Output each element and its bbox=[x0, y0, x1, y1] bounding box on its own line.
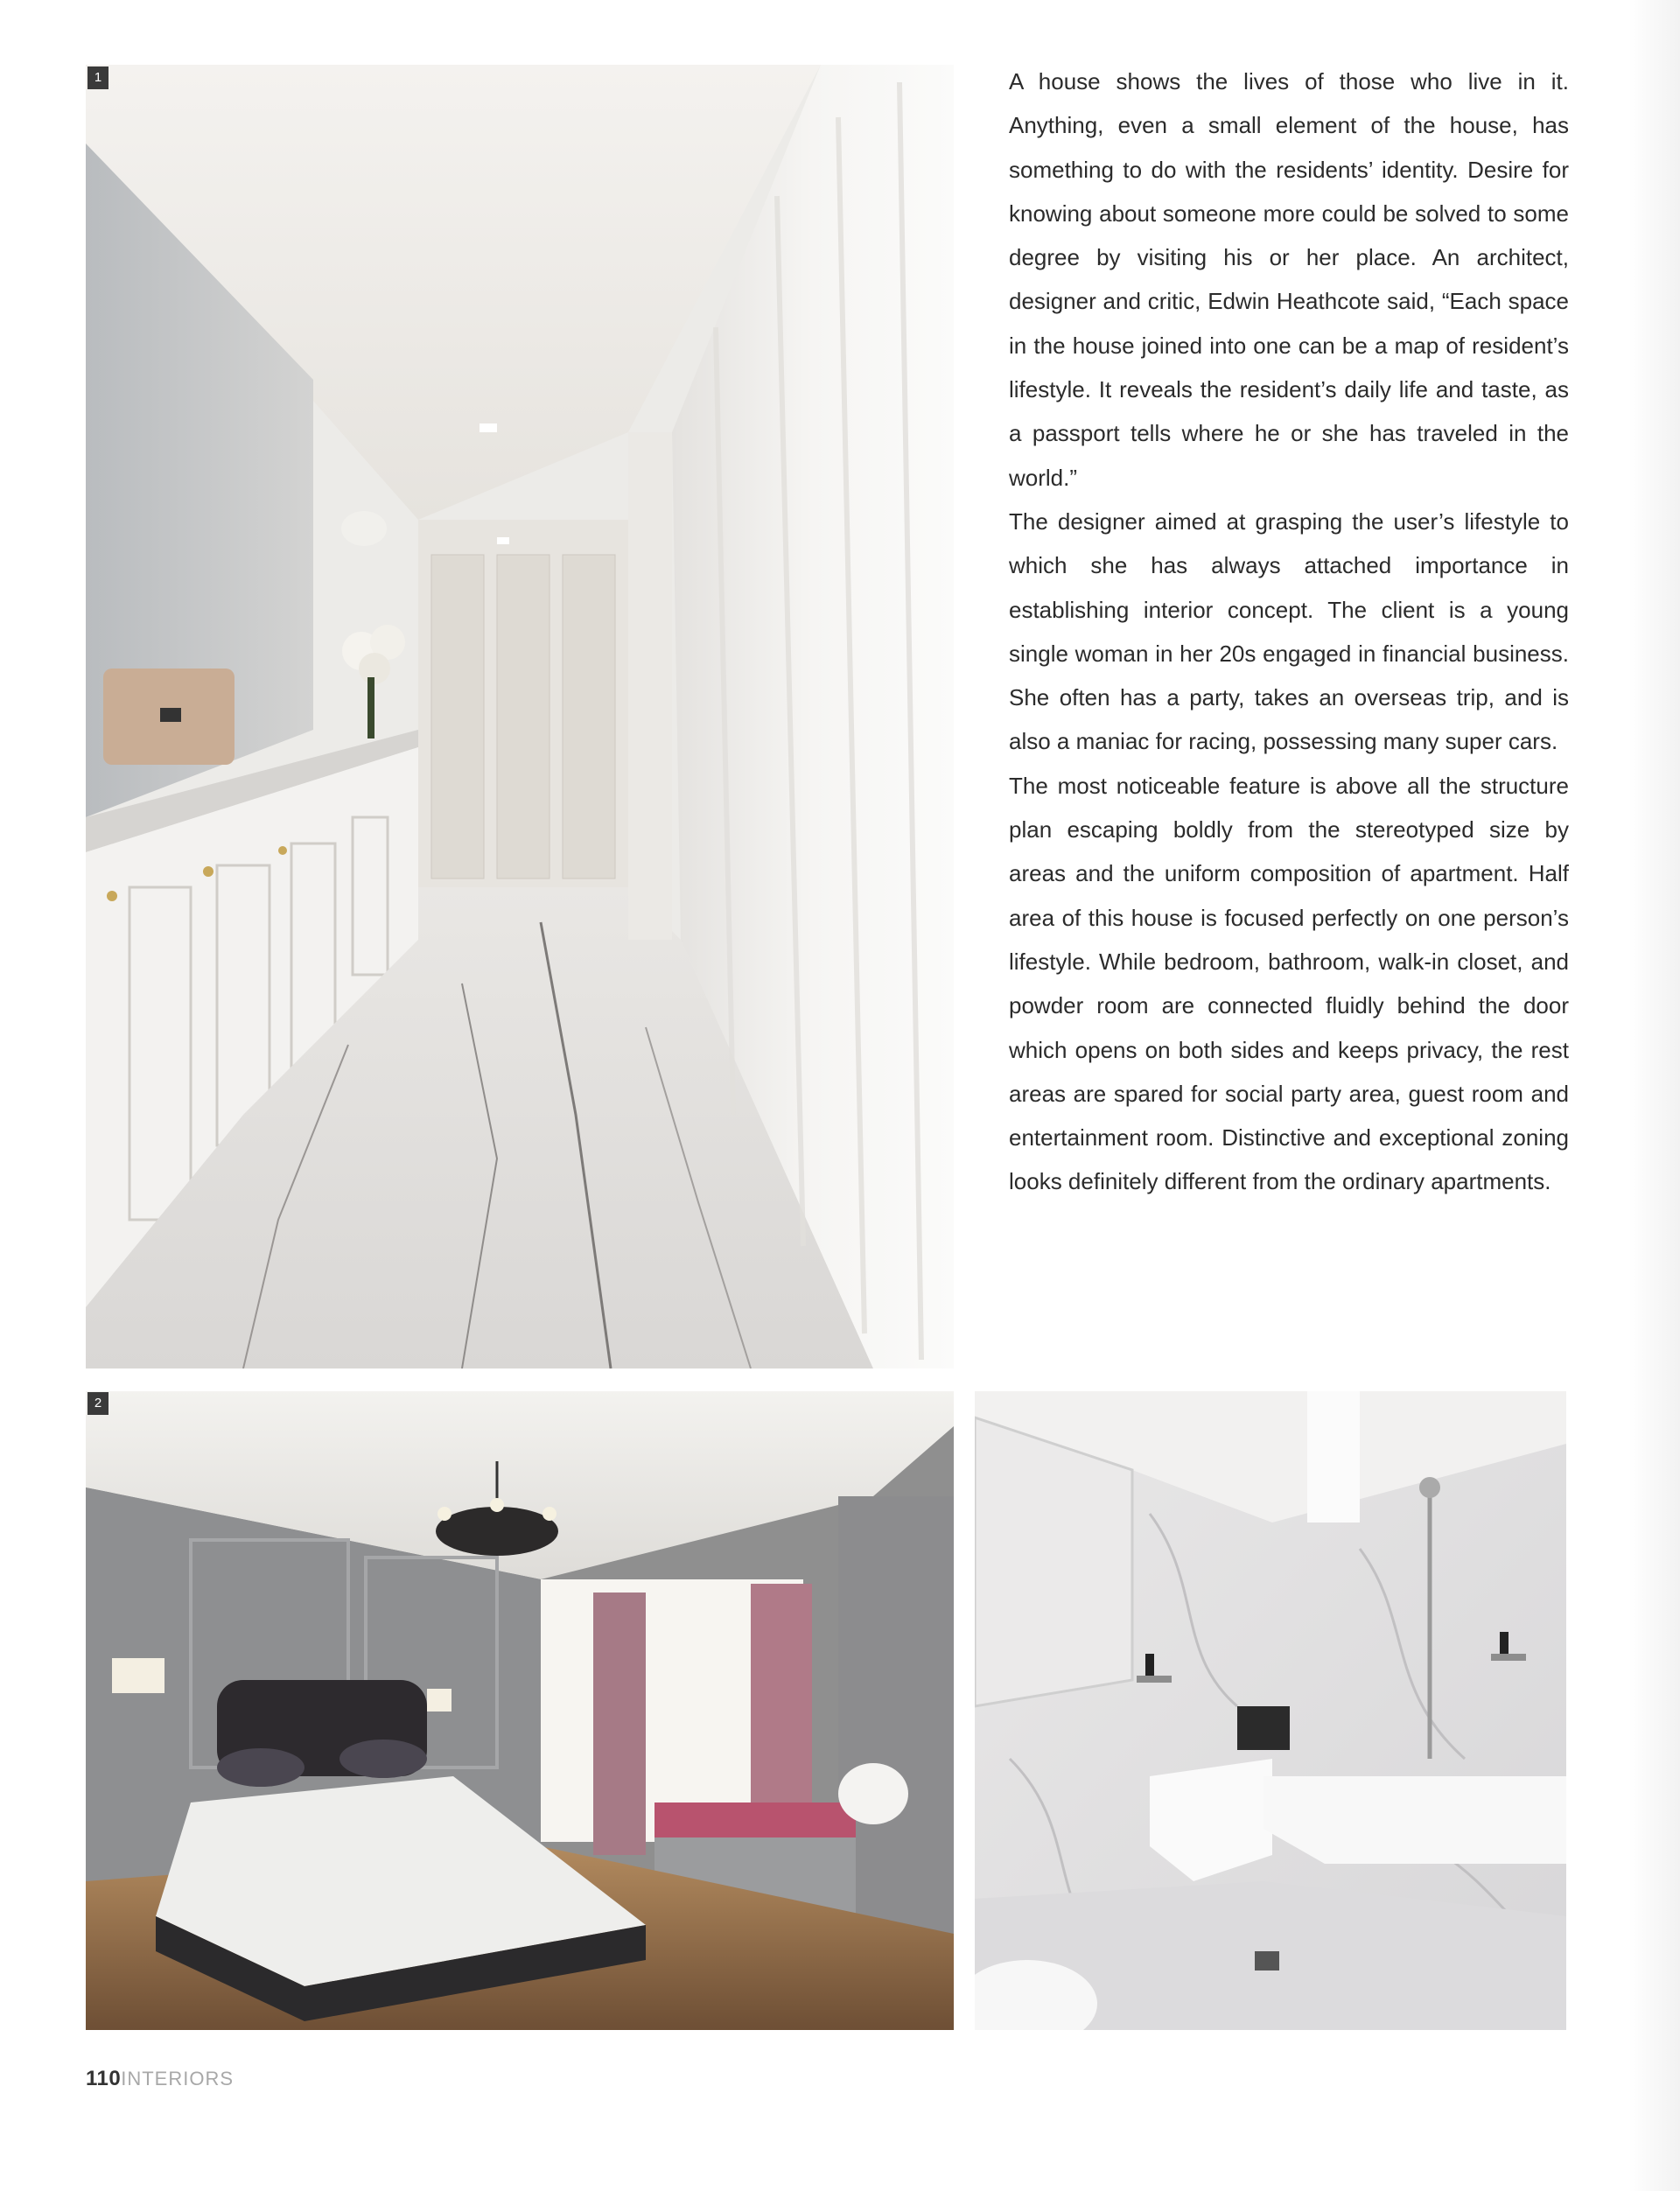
page-number: 110 bbox=[86, 2067, 122, 2090]
corridor-illustration bbox=[86, 65, 954, 1368]
photo-bedroom bbox=[86, 1391, 954, 2030]
magazine-name: INTERIORS bbox=[121, 2068, 234, 2090]
scan-shadow-edge bbox=[1628, 0, 1680, 2191]
bedroom-illustration bbox=[86, 1391, 954, 2030]
photo-bathroom bbox=[975, 1391, 1566, 2030]
bathroom-illustration bbox=[975, 1391, 1566, 2030]
article-body bbox=[1009, 60, 1569, 1204]
article-paragraph: A house shows the lives of those who live in it. Anything, even a small element of the house, has something to do with the residents’ identity. Desire for knowing about someone more could be solved to some degree by visiting his or her place. An architect, designer and critic, Edwin Heathcote said, “Each space in the house joined into one can be a map of resident’s lifestyle. It reveals the resident’s daily life and taste, as a passport tells where he or she has traveled in the world.” bbox=[1009, 68, 1569, 491]
article-paragraph: The designer aimed at grasping the user’s lifestyle to which she has always attached importance in establishing interior concept. The client is a young single woman in her 20s engaged in financial business. She often has a party, takes an overseas trip, and is also a maniac for racing, possessing many super cars. bbox=[1009, 508, 1569, 755]
page-folio bbox=[86, 2067, 234, 2091]
photo-number-badge: 2 bbox=[88, 1392, 108, 1415]
article-paragraph: The most noticeable feature is above all the structure plan escaping boldly from the stereotyped size by areas and the uniform composition of apartment. Half area of this house is focused perfectly on one person’s lifestyle. While bedroom, bathroom, walk-in closet, and powder room are connected fluidly behind the door which opens on both sides and keeps privacy, the rest areas are spared for social party area, guest room and entertainment room. Distinctive and exceptional zoning looks definitely different from the ordinary apartments. bbox=[1009, 772, 1569, 1195]
photo-corridor bbox=[86, 65, 954, 1368]
photo-number-badge: 1 bbox=[88, 66, 108, 89]
